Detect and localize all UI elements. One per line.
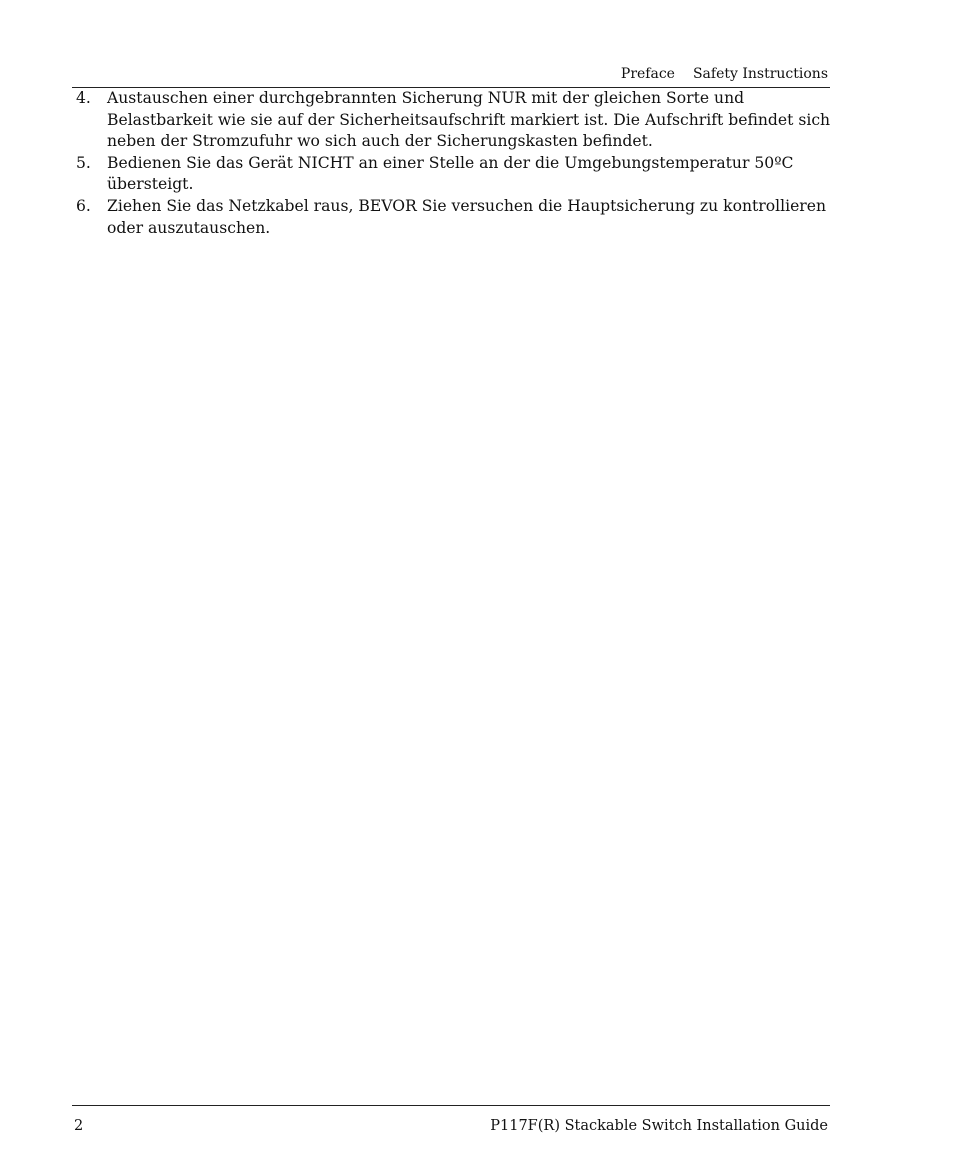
list-item-number: 4. bbox=[76, 89, 91, 107]
list-item-line: neben der Stromzufuhr wo sich auch der Sicherungskasten befindet. bbox=[107, 132, 653, 151]
list-item-line: Ziehen Sie das Netzkabel raus, BEVOR Sie versuchen die Hauptsicherung zu kontrollieren bbox=[107, 196, 827, 215]
list-item bbox=[72, 196, 830, 239]
guide-title: P117F(R) Stackable Switch Installation Guide bbox=[490, 1118, 828, 1134]
list-item-number: 6. bbox=[76, 196, 91, 215]
list-item-line: oder auszutauschen. bbox=[107, 218, 271, 237]
list-item-line: Belastbarkeit wie sie auf der Sicherheitsaufschrift markiert ist. Die Aufschrift befindet sich bbox=[107, 110, 831, 129]
page-header bbox=[72, 64, 830, 88]
page-number: 2 bbox=[74, 1118, 84, 1134]
page-footer bbox=[72, 1105, 830, 1136]
header-section: Preface bbox=[620, 66, 675, 82]
list-item bbox=[72, 88, 830, 153]
list-item-line: Austauschen einer durchgebrannten Sicherung NUR mit der gleichen Sorte und bbox=[107, 89, 745, 107]
list-item-number: 5. bbox=[76, 153, 91, 172]
header-subsection: Safety Instructions bbox=[692, 66, 828, 82]
header-running-title bbox=[621, 64, 828, 84]
list-item-line: Bedienen Sie das Gerät NICHT an einer Stelle an der die Umgebungstemperatur 50ºC bbox=[107, 153, 794, 172]
list-item bbox=[72, 153, 830, 196]
safety-instructions-list bbox=[72, 88, 830, 239]
list-item-line: übersteigt. bbox=[107, 175, 194, 194]
